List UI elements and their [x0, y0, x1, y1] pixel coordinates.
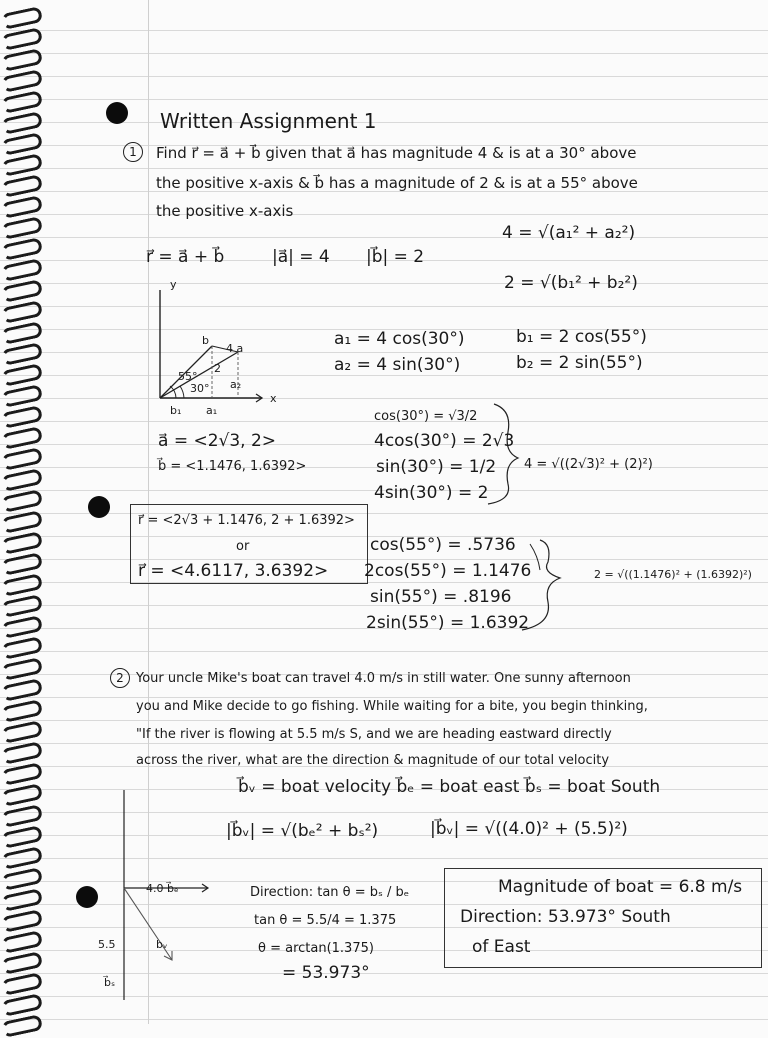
diagram2-east-label: 4.0 b⃗ₑ — [146, 882, 179, 895]
calc30-line4: 4sin(30°) = 2 — [374, 483, 489, 503]
diagram2-bv-label: bᵥ — [156, 938, 168, 951]
diagram1-x-label: x — [270, 392, 277, 405]
diagram1-y-label: y — [170, 278, 177, 291]
calc55-line2: 2cos(55°) = 1.1476 — [364, 561, 532, 581]
diagram1-two-label: 2 — [214, 362, 221, 375]
a-vector: a⃗ = <2√3, 2> — [158, 431, 277, 451]
vector-definitions: b⃗ᵥ = boat velocity b⃗ₑ = boat east b⃗ₛ = boat South — [238, 777, 661, 797]
magnitude-calc: |b⃗ᵥ| = √((4.0)² + (5.5)²) — [430, 819, 628, 839]
direction-line4: = 53.973° — [282, 963, 370, 983]
result-or: or — [236, 539, 250, 554]
calc30-line1: cos(30°) = √3/2 — [374, 409, 478, 424]
problem1-statement-line2: the positive x-axis & b⃗ has a magnitude of 2 & is at a 55° above — [156, 174, 638, 192]
magnitude-a: |a⃗| = 4 — [272, 247, 330, 267]
calc55-line3: sin(55°) = .8196 — [370, 587, 512, 607]
calc55-line1: cos(55°) = .5736 — [370, 535, 516, 555]
direction-line1: Direction: tan θ = bₛ / bₑ — [250, 885, 410, 900]
problem1-statement-line3: the positive x-axis — [156, 202, 294, 220]
magnitude-b: |b⃗| = 2 — [366, 247, 425, 267]
diagram2-south-label: 5.5 — [98, 938, 116, 951]
b1-component: b₁ = 2 cos(55°) — [516, 327, 647, 347]
problem-number-1: 1 — [123, 142, 143, 162]
diagram2-bs-label: b⃗ₛ — [104, 976, 116, 989]
calc30-line3: sin(30°) = 1/2 — [376, 457, 497, 477]
mag-b-formula: 2 = √(b₁² + b₂²) — [504, 273, 638, 293]
a2-component: a₂ = 4 sin(30°) — [334, 355, 461, 375]
answer-direction-cont: of East — [472, 937, 531, 957]
mag-a-formula: 4 = √(a₁² + a₂²) — [502, 223, 636, 243]
direction-line2: tan θ = 5.5/4 = 1.375 — [254, 913, 397, 928]
diagram1-angle30: 30° — [190, 382, 210, 395]
calc30-line2: 4cos(30°) = 2√3 — [374, 431, 515, 451]
problem2-statement-line4: across the river, what are the direction & magnitude of our total velocity — [136, 753, 610, 768]
problem2-statement-line3: "If the river is flowing at 5.5 m/s S, and we are heading eastward directly — [136, 727, 612, 742]
magnitude-formula: |b⃗ᵥ| = √(bₑ² + bₛ²) — [226, 821, 379, 841]
problem1-statement-line1: Find r⃗ = a⃗ + b⃗ given that a⃗ has magnitude 4 & is at a 30° above — [156, 144, 637, 162]
check-b-magnitude: 2 = √((1.1476)² + (1.6392)²) — [594, 568, 752, 581]
result-line2: r⃗ = <4.6117, 3.6392> — [138, 561, 329, 581]
result-line1: r⃗ = <2√3 + 1.1476, 2 + 1.6392> — [138, 513, 355, 528]
diagram1-a-label: 4 a — [226, 342, 244, 355]
b2-component: b₂ = 2 sin(55°) — [516, 353, 643, 373]
problem2-statement-line1: Your uncle Mike's boat can travel 4.0 m/s in still water. One sunny afternoon — [136, 671, 631, 686]
b-vector: b⃗ = <1.1476, 1.6392> — [158, 459, 307, 474]
problem2-statement-line2: you and Mike decide to go fishing. While waiting for a bite, you begin thinking, — [136, 699, 648, 714]
diagram1-b-label: b — [202, 334, 209, 347]
problem-number-2: 2 — [110, 668, 130, 688]
calc55-line4: 2sin(55°) = 1.6392 — [366, 613, 530, 633]
direction-line3: θ = arctan(1.375) — [258, 941, 374, 956]
diagram1-a2-label: a₂ — [230, 378, 242, 391]
a1-component: a₁ = 4 cos(30°) — [334, 329, 465, 349]
check-a-magnitude: 4 = √((2√3)² + (2)²) — [524, 457, 653, 472]
diagram1-b1-label: b₁ — [170, 404, 182, 417]
diagram1-angle55: 55° — [178, 370, 198, 383]
page-title: Written Assignment 1 — [160, 109, 377, 133]
answer-direction: Direction: 53.973° South — [460, 907, 671, 927]
eq-r-sum: r⃗ = a⃗ + b⃗ — [146, 247, 225, 267]
diagram1-a1-label: a₁ — [206, 404, 218, 417]
answer-magnitude: Magnitude of boat = 6.8 m/s — [498, 877, 743, 897]
